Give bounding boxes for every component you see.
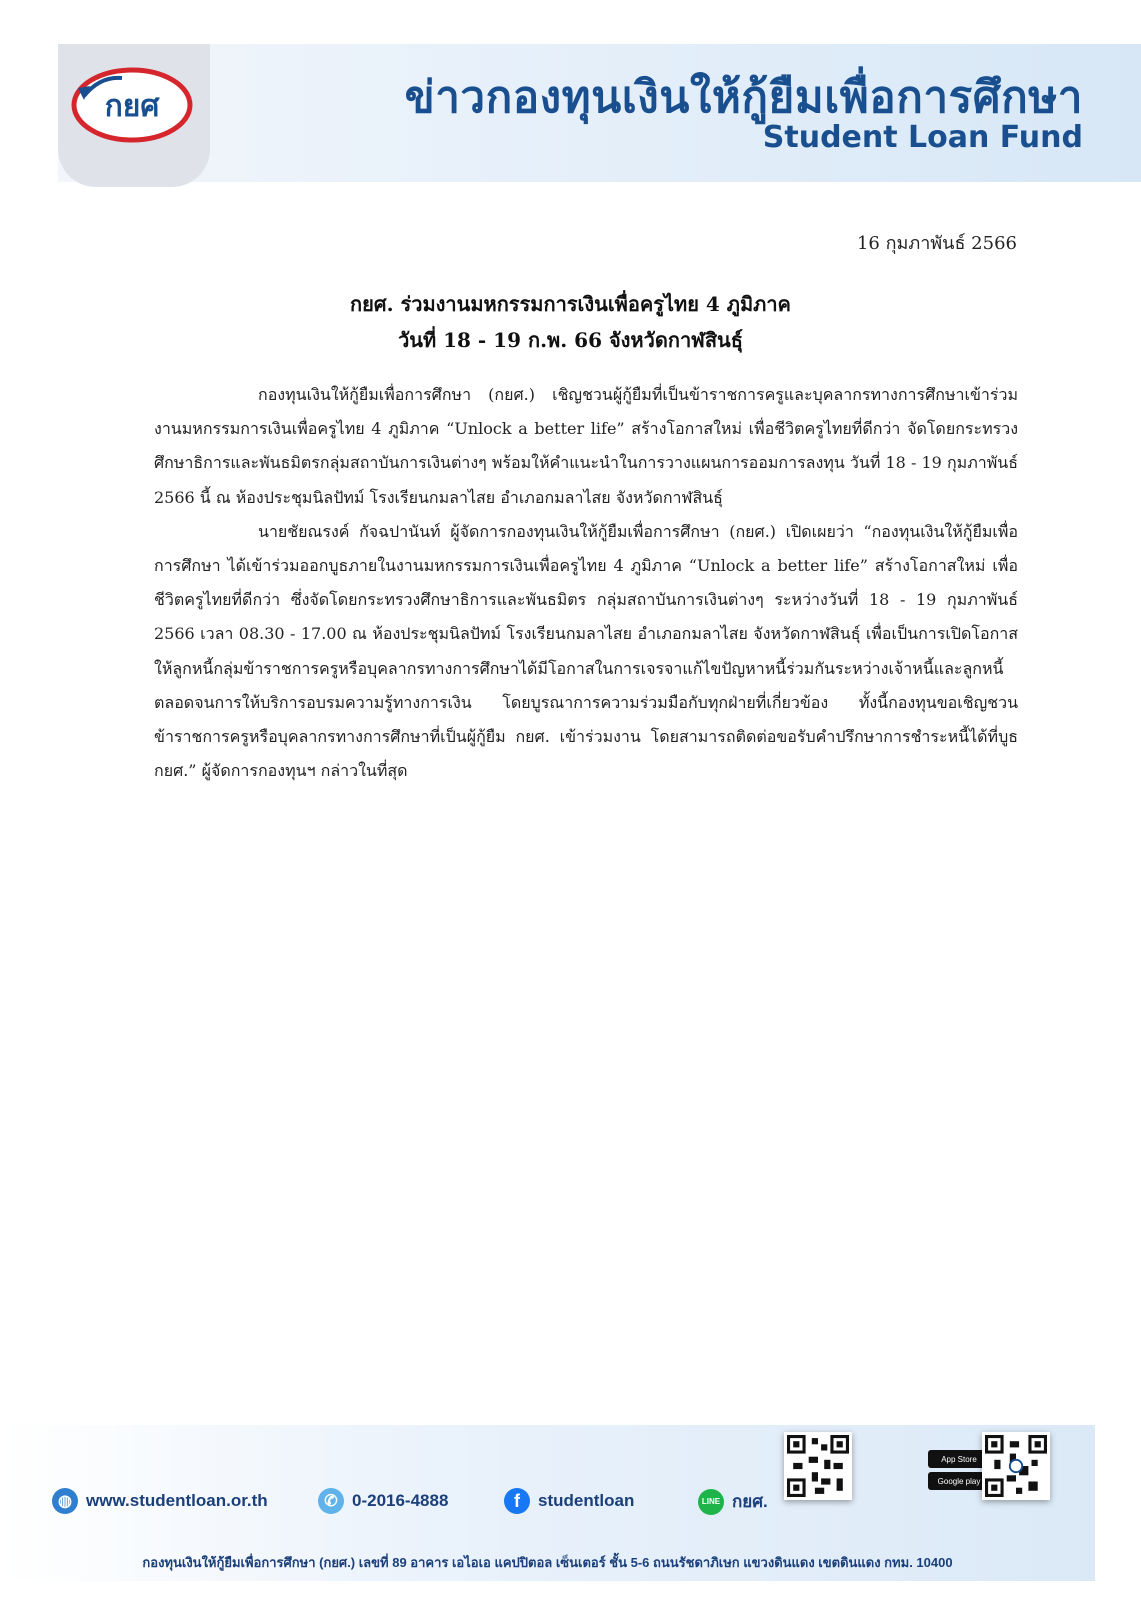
line-icon: LINE [698, 1489, 724, 1515]
headline-line-2: วันที่ 18 - 19 ก.พ. 66 จังหวัดกาฬสินธุ์ [398, 328, 743, 352]
phone-icon: ✆ [318, 1488, 344, 1514]
fund-logo [70, 66, 194, 144]
paragraph-1: กองทุนเงินให้กู้ยืมเพื่อการศึกษา (กยศ.) เชิญชวนผู้กู้ยืมที่เป็นข้าราชการครูและบุคลากรทางการศึกษาเข้าร่วมงานมหกรรมการเงินเพื่อครูไทย 4 ภูมิภาค “Unlock a better life” สร้างโอกาสใหม่ เพื่อชีวิตครูไทยที่ดีกว่า จัดโดยกระทรวงศึกษาธิการและพันธมิตรกลุ่มสถาบันการเงินต่างๆ พร้อมให้คำแนะนำในการวางแผนการออมการลงทุน วันที่ 18 - 19 กุมภาพันธ์ 2566 นี้ ณ ห้องประชุมนิลปัทม์ โรงเรียนกมลาไสย อำเภอกมลาไสย จังหวัดกาฬสินธุ์ [154, 385, 1018, 507]
footer-line[interactable] [698, 1488, 768, 1515]
article-body [154, 378, 1018, 788]
headline-line-1: กยศ. ร่วมงานมหกรรมการเงินเพื่อครูไทย 4 ภูมิภาค [350, 292, 791, 316]
paragraph-2: นายชัยณรงค์ กัจฉปานันท์ ผู้จัดการกองทุนเงินให้กู้ยืมเพื่อการศึกษา (กยศ.) เปิดเผยว่า “กองทุนเงินให้กู้ยืมเพื่อการศึกษา ได้เข้าร่วมออกบูธภายในงานมหกรรมการเงินเพื่อครูไทย 4 ภูมิภาค “Unlock a better life” สร้างโอกาสใหม่ เพื่อชีวิตครูไทยที่ดีกว่า ซึ่งจัดโดยกระทรวงศึกษาธิการและพันธมิตร กลุ่มสถาบันการเงินต่างๆ ระหว่างวันที่ 18 - 19 กุมภาพันธ์ 2566 เวลา 08.30 - 17.00 ณ ห้องประชุมนิลปัทม์ โรงเรียนกมลาไสย อำเภอกมลาไสย จังหวัดกาฬสินธุ์ เพื่อเป็นการเปิดโอกาสให้ลูกหนี้กลุ่มข้าราชการครูหรือบุคลากรทางการศึกษาได้มีโอกาสในการเจรจาแก้ไขปัญหาหนี้ร่วมกันระหว่างเจ้าหนี้และลูกหนี้ ตลอดจนการให้บริการอบรมความรู้ทางการเงิน โดยบูรณาการความร่วมมือกับทุกฝ่ายที่เกี่ยวข้อง ทั้งนี้กองทุนขอเชิญชวนข้าราชการครูหรือบุคลากรทางการศึกษาที่เป็นผู้กู้ยืม กยศ. เข้าร่วมงาน โดยสามารถติดต่อขอรับคำปรึกษาการชำระหนี้ได้ที่บูธ กยศ.” ผู้จัดการกองทุนฯ กล่าวในที่สุด [154, 521, 1018, 781]
google-play-badge[interactable]: Google play [928, 1472, 990, 1490]
footer-website[interactable] [52, 1488, 268, 1514]
header-title-english: Student Loan Fund [762, 120, 1083, 155]
logo-text: กยศ [104, 89, 160, 124]
document-date: 16 กุมภาพันธ์ 2566 [856, 233, 1017, 254]
line-account[interactable]: กยศ. [732, 1492, 768, 1511]
qr-code-app-icon[interactable] [982, 1432, 1050, 1500]
footer-phone[interactable] [318, 1488, 448, 1514]
header-title-thai: ข่าวกองทุนเงินให้กู้ยืมเพื่อการศึกษา [404, 72, 1083, 123]
phone-number[interactable]: 0-2016-4888 [352, 1491, 449, 1510]
facebook-handle[interactable]: studentloan [538, 1491, 635, 1510]
website-link[interactable]: www.studentloan.or.th [86, 1491, 268, 1510]
footer-address: กองทุนเงินให้กู้ยืมเพื่อการศึกษา (กยศ.) เลขที่ 89 อาคาร เอไอเอ แคปปิตอล เซ็นเตอร์ ชั้น 5-6 ถนนรัชดาภิเษก แขวงดินแดง เขตดินแดง กทม. 10400 [142, 1555, 953, 1570]
qr-code-icon[interactable] [784, 1432, 852, 1500]
footer-facebook[interactable] [504, 1488, 634, 1514]
facebook-icon: f [504, 1488, 530, 1514]
app-store-badge[interactable]: App Store [928, 1450, 990, 1468]
globe-icon: ◍ [52, 1488, 78, 1514]
